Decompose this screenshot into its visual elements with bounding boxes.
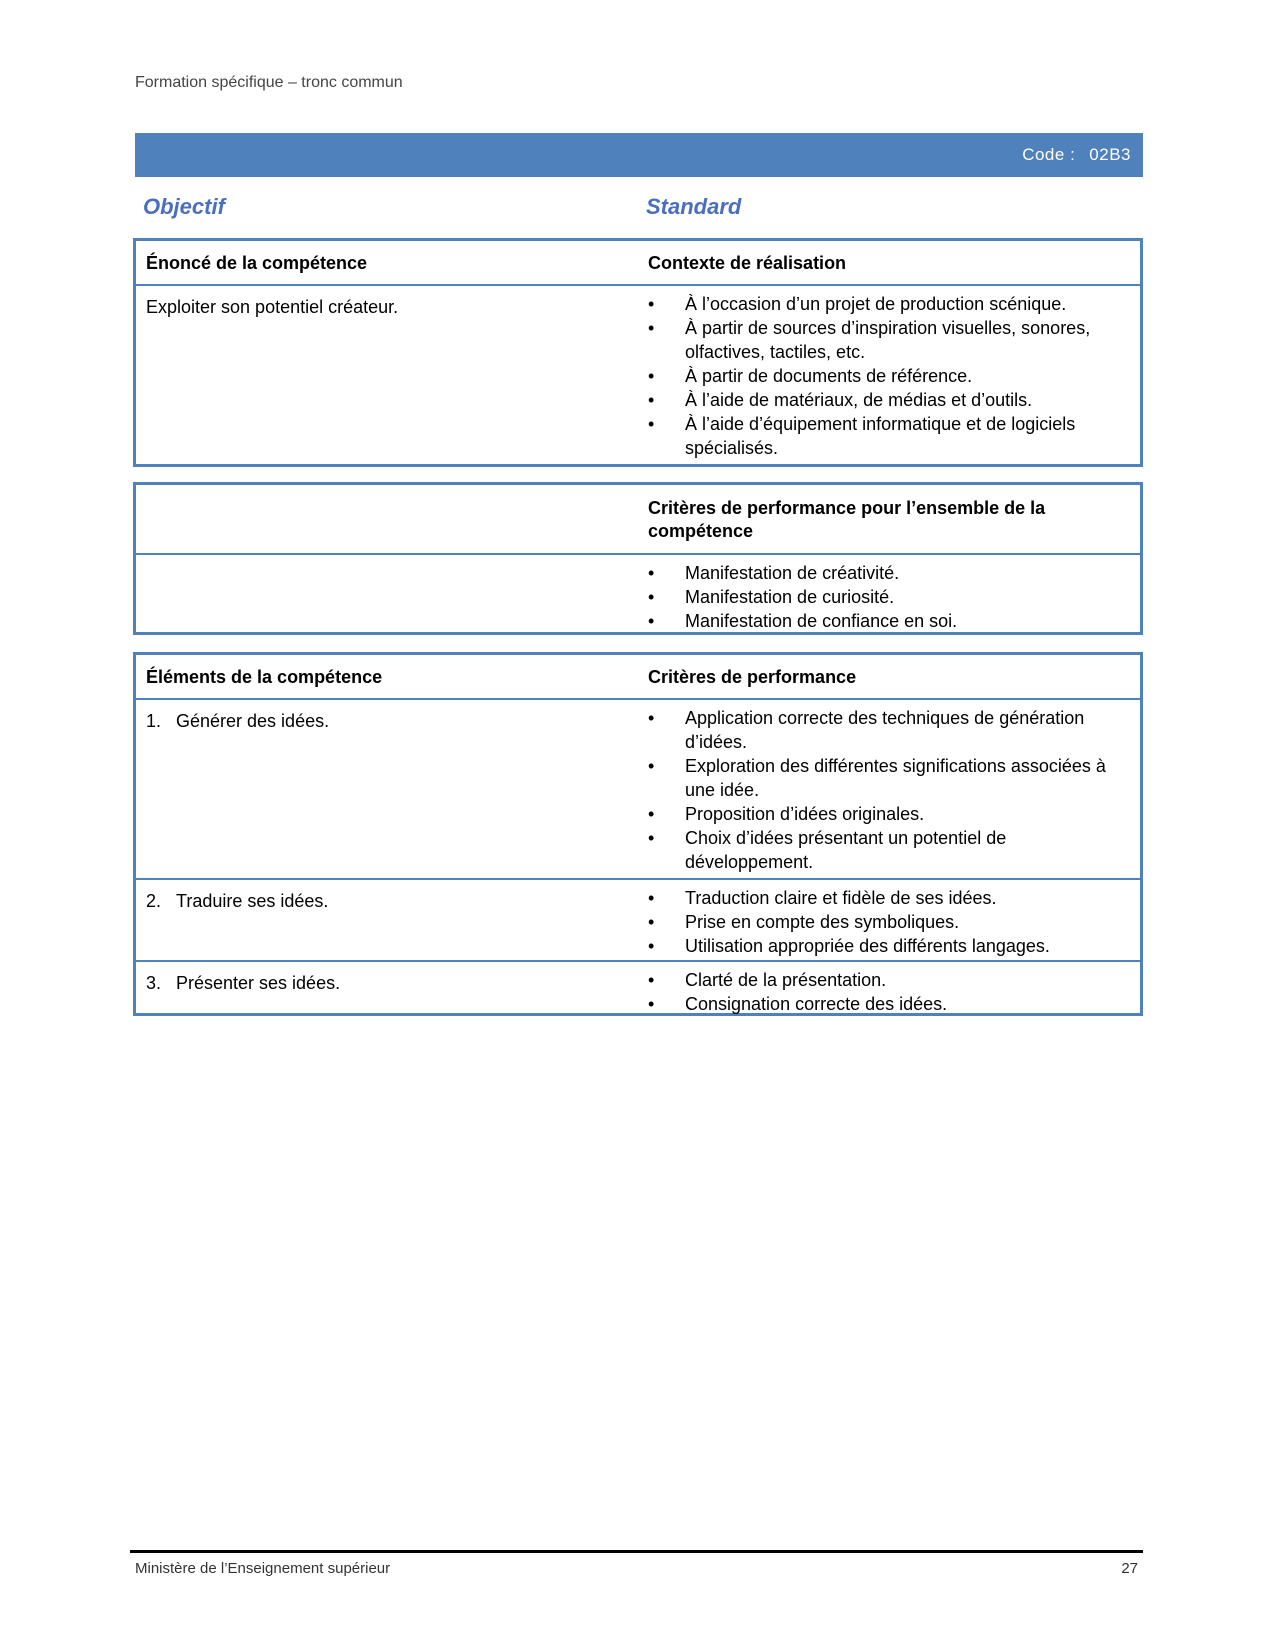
- table-header-row: [136, 485, 1140, 553]
- page-running-header: Formation spécifique – tronc commun: [135, 74, 403, 91]
- code-label: Code :: [1022, 145, 1076, 164]
- list-item: • Exploration des différentes significations associées à une idée.: [648, 754, 1130, 802]
- contexte-header: Contexte de réalisation: [648, 253, 847, 273]
- table-row: [136, 878, 1140, 960]
- element-text: Présenter ses idées.: [176, 973, 341, 993]
- list-item: • Proposition d’idées originales.: [648, 802, 1130, 826]
- criteria-list-1: [648, 706, 1130, 874]
- table-header-row: [136, 655, 1140, 698]
- overall-criteria-header: Critères de performance pour l’ensemble de la compétence: [648, 498, 1046, 541]
- table-header-row: [136, 241, 1140, 284]
- footer-divider: [130, 1550, 1143, 1553]
- list-item: • Utilisation appropriée des différents langages.: [648, 934, 1130, 958]
- table-row: [136, 553, 1140, 632]
- competency-code: [1022, 145, 1131, 165]
- element-2: [146, 889, 328, 913]
- list-item: • Choix d’idées présentant un potentiel de développement.: [648, 826, 1130, 874]
- table-row: [136, 698, 1140, 878]
- criteres-header: Critères de performance: [648, 667, 857, 687]
- code-bar: [133, 133, 1143, 177]
- list-item: • À l’aide de matériaux, de médias et d’outils.: [648, 388, 1130, 412]
- element-number: 1.: [146, 711, 162, 731]
- code-value: 02B3: [1089, 145, 1131, 164]
- enonce-header: Énoncé de la compétence: [146, 253, 368, 273]
- list-item: • À partir de documents de référence.: [648, 364, 1130, 388]
- context-list: [648, 292, 1130, 460]
- element-3: [146, 971, 340, 995]
- table-row: [136, 960, 1140, 1016]
- element-number: 3.: [146, 973, 162, 993]
- list-item: • Manifestation de curiosité.: [648, 585, 1130, 609]
- list-item: • Clarté de la présentation.: [648, 968, 1130, 992]
- criteria-list-2: [648, 886, 1130, 958]
- elements-header: Éléments de la compétence: [146, 667, 383, 687]
- list-item: • Manifestation de créativité.: [648, 561, 1130, 585]
- list-item: • Application correcte des techniques de génération d’idées.: [648, 706, 1130, 754]
- list-item: • Manifestation de confiance en soi.: [648, 609, 1130, 633]
- list-item: • Traduction claire et fidèle de ses idées.: [648, 886, 1130, 910]
- standard-heading: Standard: [646, 194, 742, 219]
- element-text: Générer des idées.: [176, 711, 330, 731]
- list-item: • Consignation correcte des idées.: [648, 992, 1130, 1016]
- page-number: 27: [1121, 1560, 1138, 1577]
- elements-criteria-table: [133, 652, 1143, 1016]
- competence-statement: Exploiter son potentiel créateur.: [146, 297, 399, 317]
- list-item: • À l’occasion d’un projet de production scénique.: [648, 292, 1130, 316]
- element-1: [146, 709, 329, 733]
- objectif-heading: Objectif: [143, 194, 225, 219]
- list-item: • Prise en compte des symboliques.: [648, 910, 1130, 934]
- competence-statement-table: [133, 238, 1143, 467]
- overall-criteria-table: [133, 482, 1143, 635]
- list-item: • À l’aide d’équipement informatique et de logiciels spécialisés.: [648, 412, 1130, 460]
- list-item: • À partir de sources d’inspiration visuelles, sonores, olfactives, tactiles, etc.: [648, 316, 1130, 364]
- table-row: [136, 284, 1140, 464]
- criteria-list-3: [648, 968, 1130, 1016]
- element-number: 2.: [146, 891, 162, 911]
- element-text: Traduire ses idées.: [176, 891, 329, 911]
- footer-ministry: Ministère de l’Enseignement supérieur: [135, 1560, 391, 1577]
- overall-criteria-list: [648, 561, 1130, 633]
